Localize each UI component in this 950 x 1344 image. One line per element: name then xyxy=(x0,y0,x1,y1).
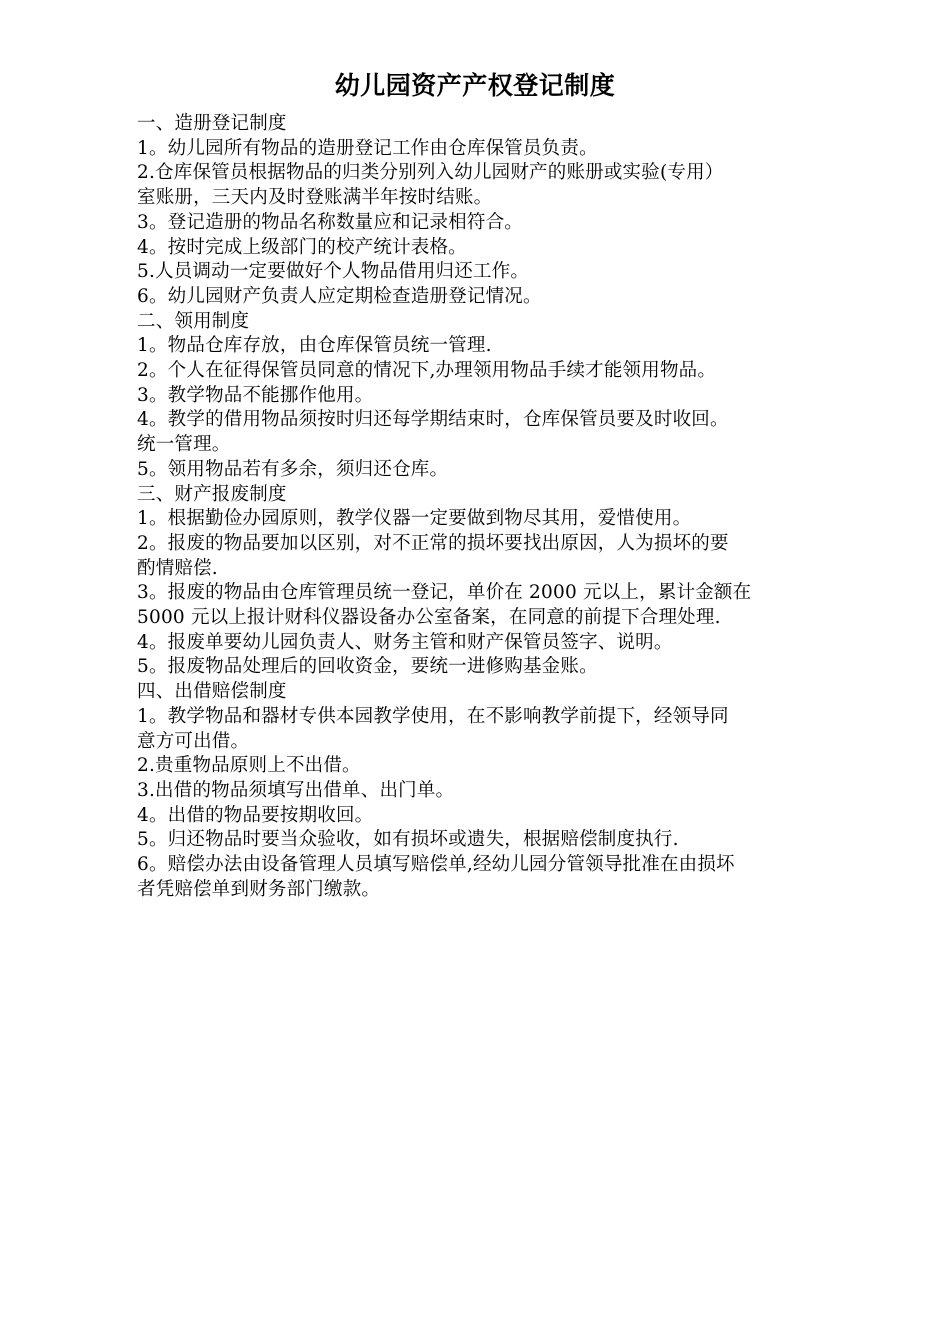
paragraph-line: 酌情赔偿. xyxy=(137,557,218,579)
paragraph-line: 室账册，三天内及时登账满半年按时结账。 xyxy=(137,187,493,209)
paragraph-line: 5。报废物品处理后的回收资金，要统一进修购基金账。 xyxy=(137,656,598,678)
paragraph-line: 者凭赔偿单到财务部门缴款。 xyxy=(137,878,381,900)
paragraph-line: 6。幼儿园财产负责人应定期检查造册登记情况。 xyxy=(137,285,542,307)
paragraph-line: 3。登记造册的物品名称数量应和记录相符合。 xyxy=(137,211,523,233)
paragraph-line: 5。归还物品时要当众验收，如有损坏或遗失，根据赔偿制度执行. xyxy=(137,829,679,851)
paragraph-line: 4。教学的借用物品须按时归还每学期结束时，仓库保管员要及时收回。 xyxy=(137,409,729,431)
paragraph-line: 5000 元以上报计财科仪器设备办公室备案，在同意的前提下合理处理. xyxy=(137,607,721,629)
paragraph-line: 4。出借的物品要按期收回。 xyxy=(137,804,374,826)
paragraph-line: 4。按时完成上级部门的校产统计表格。 xyxy=(137,236,467,258)
paragraph-line: 6。赔偿办法由设备管理人员填写赔偿单,经幼儿园分管领导批准在由损坏 xyxy=(137,854,735,876)
paragraph-line: 5。领用物品若有多余，须归还仓库。 xyxy=(137,458,449,480)
paragraph-line: 3.出借的物品须填写出借单、出门单。 xyxy=(137,779,455,801)
document-body xyxy=(137,112,865,903)
section-heading-requisition: 二、领用制度 xyxy=(137,310,250,332)
paragraph-line: 2.贵重物品原则上不出借。 xyxy=(137,755,361,777)
paragraph-line: 2。报废的物品要加以区别，对不正常的损坏要找出原因，人为损坏的要 xyxy=(137,532,729,554)
section-heading-lending: 四、出借赔偿制度 xyxy=(137,681,287,703)
paragraph-line: 统一管理。 xyxy=(137,434,231,456)
paragraph-line: 1。物品仓库存放，由仓库保管员统一管理. xyxy=(137,335,492,357)
section-heading-registration: 一、造册登记制度 xyxy=(137,113,287,134)
paragraph-line: 4。报废单要幼儿园负责人、财务主管和财产保管员签字、说明。 xyxy=(137,631,673,653)
paragraph-line: 1。幼儿园所有物品的造册登记工作由仓库保管员负责。 xyxy=(137,137,598,159)
document-title: 幼儿园资产产权登记制度 xyxy=(334,71,616,100)
paragraph-line: 1。根据勤俭办园原则，教学仪器一定要做到物尽其用，爱惜使用。 xyxy=(137,508,692,530)
paragraph-line: 3。报废的物品由仓库管理员统一登记，单价在 2000 元以上，累计金额在 xyxy=(137,582,752,604)
paragraph-line: 2.仓库保管员根据物品的归类分别列入幼儿园财产的账册或实验(专用） xyxy=(137,162,724,184)
paragraph-line: 2。个人在征得保管员同意的情况下,办理领用物品手续才能领用物品。 xyxy=(137,360,717,382)
paragraph-line: 1。教学物品和器材专供本园教学使用，在不影响教学前提下，经领导同 xyxy=(137,705,729,727)
paragraph-line: 5.人员调动一定要做好个人物品借用归还工作。 xyxy=(137,261,530,283)
paragraph-line: 意方可出借。 xyxy=(137,730,250,752)
section-heading-disposal: 三、财产报废制度 xyxy=(137,483,287,505)
paragraph-line: 3。教学物品不能挪作他用。 xyxy=(137,384,374,406)
